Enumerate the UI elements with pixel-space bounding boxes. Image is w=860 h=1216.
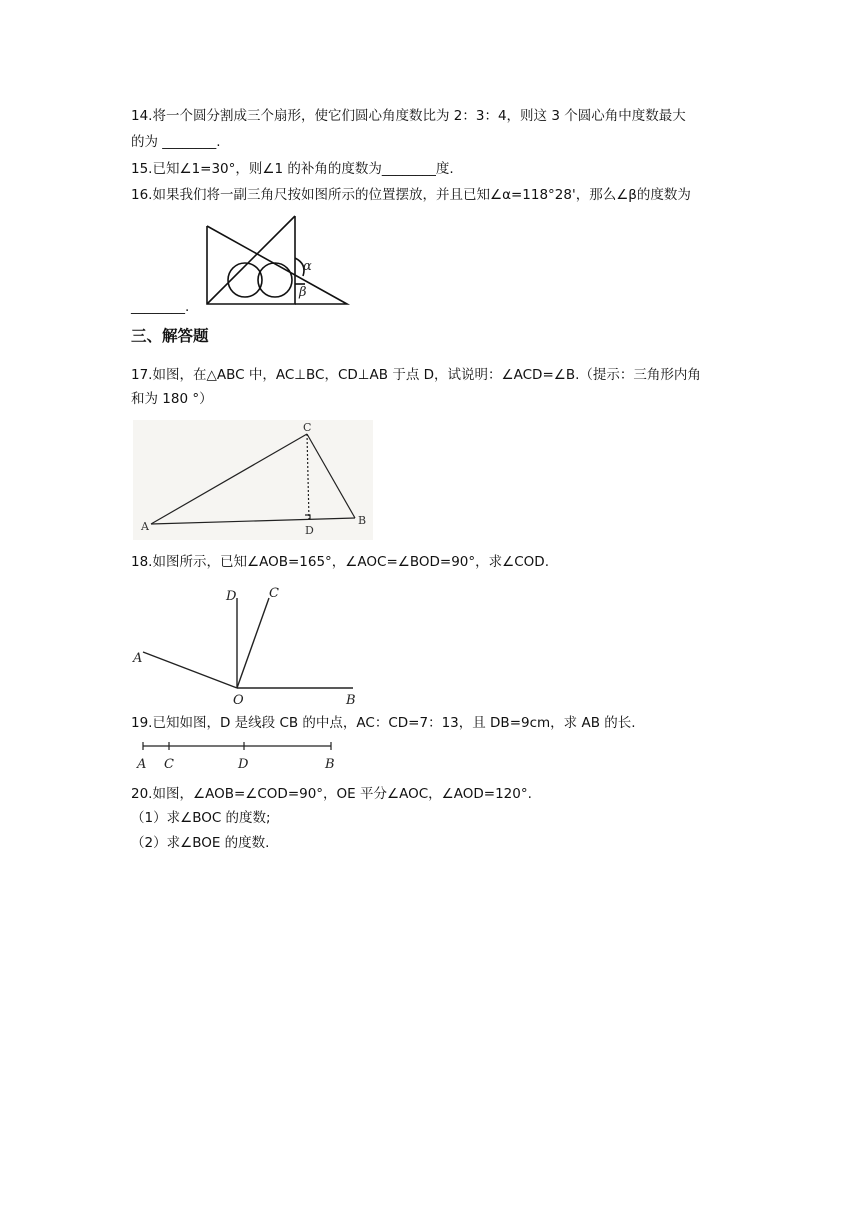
q18-label-C: C (269, 586, 279, 601)
q16-triangle-rulers-figure (195, 214, 355, 310)
q19-text: 19.已知如图，D 是线段 CB 的中点，AC：CD=7：13，且 DB=9cm，求 AB 的长. (131, 715, 636, 731)
q16-hole-right (258, 263, 292, 297)
q18-label-D: D (226, 589, 237, 604)
q19-label-C: C (164, 757, 174, 772)
q17-label-C: C (303, 421, 312, 434)
q17-label-B: B (358, 514, 367, 527)
q16-ruler-30 (207, 216, 295, 304)
q16-blank: ________. (131, 299, 190, 315)
q16-beta-label: β (299, 285, 307, 300)
q19-segment-figure (131, 738, 351, 774)
q17-triangle-figure (133, 420, 373, 540)
q18-ray-OC (237, 598, 269, 688)
q16-line1: 16.如果我们将一副三角尺按如图所示的位置摆放，并且已知∠α=118°28'，那么∠β的度数为 (131, 187, 691, 203)
q14-line1: 14.将一个圆分割成三个扇形，使它们圆心角度数比为 2：3：4，则这 3 个圆心角中度数最大 (131, 108, 686, 124)
q18-ray-OA (143, 652, 237, 688)
q20-line1: 20.如图，∠AOB=∠COD=90°，OE 平分∠AOC，∠AOD=120°. (131, 786, 532, 802)
q18-angles-figure (131, 582, 371, 706)
q17-line2: 和为 180 °） (131, 391, 213, 407)
q17-label-A: A (141, 520, 149, 533)
q18-text: 18.如图所示，已知∠AOB=165°，∠AOC=∠BOD=90°，求∠COD. (131, 554, 549, 570)
q15-text: 15.已知∠1=30°，则∠1 的补角的度数为________度. (131, 161, 454, 177)
q18-label-A: A (133, 651, 143, 666)
q16-ruler-45 (207, 226, 347, 304)
q19-label-D: D (238, 757, 249, 772)
q17-scan-background (133, 420, 373, 540)
q20-part2: （2）求∠BOE 的度数. (131, 835, 270, 851)
q18-label-O: O (233, 693, 244, 706)
q17-label-D: D (305, 524, 314, 537)
q17-line1: 17.如图，在△ABC 中，AC⊥BC，CD⊥AB 于点 D，试说明：∠ACD=∠B.（提示：三角形内角 (131, 367, 701, 383)
q19-label-A: A (137, 757, 147, 772)
q19-label-B: B (325, 757, 335, 772)
q16-hole-left (228, 263, 262, 297)
q14-line2: 的为 ________. (131, 134, 221, 150)
section-title: 三、解答题 (131, 327, 209, 345)
q16-alpha-label: α (303, 259, 312, 274)
q20-part1: （1）求∠BOC 的度数; (131, 810, 271, 826)
q18-label-B: B (346, 693, 356, 706)
